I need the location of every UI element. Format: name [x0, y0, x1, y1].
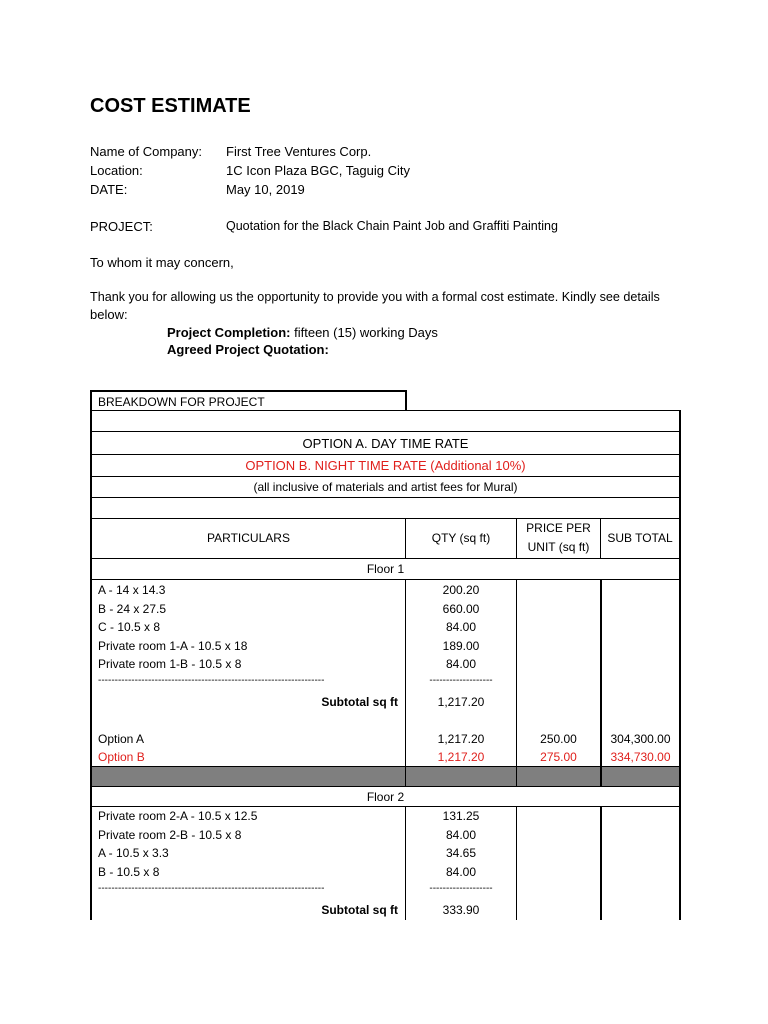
col-particulars: PARTICULARS — [207, 531, 290, 545]
floor1-subtotal-label: Subtotal sq ft — [321, 695, 398, 709]
floor2-dashes-qty: ------------------- — [429, 883, 493, 894]
floor2-item-qty: 34.65 — [445, 846, 477, 860]
floor2-subtotal-qty: 333.90 — [442, 903, 480, 917]
date-label: DATE: — [90, 182, 128, 197]
project-completion: Project Completion: fifteen (15) working Days — [167, 325, 438, 340]
floor1-item-qty: 84.00 — [445, 620, 477, 634]
floor1-option-b-total: 334,730.00 — [610, 750, 671, 764]
location-value: 1C Icon Plaza BGC, Taguig City — [226, 163, 411, 178]
floor2-item-qty: 84.00 — [445, 828, 477, 842]
floor1-option-a-label: Option A — [98, 732, 145, 746]
floor1-item-qty: 189.00 — [442, 639, 480, 653]
floor1-item-name: A - 14 x 14.3 — [98, 583, 166, 597]
floor1-option-a-qty: 1,217.20 — [437, 732, 485, 746]
letter-body-line2: below: — [90, 307, 128, 322]
floor1-subtotal-qty: 1,217.20 — [437, 695, 485, 709]
floor1-item-name: Private room 1-A - 10.5 x 18 — [98, 639, 248, 653]
salutation: To whom it may concern, — [90, 255, 234, 270]
floor-separator-bar — [92, 767, 679, 786]
floor1-option-a-total: 304,300.00 — [610, 732, 671, 746]
location-label: Location: — [90, 163, 143, 178]
floor2-item-name: Private room 2-B - 10.5 x 8 — [98, 828, 242, 842]
letter-body-line1: Thank you for allowing us the opportunity to provide you with a formal cost estimate. Kindly see details — [90, 290, 660, 304]
floor1-label: Floor 1 — [366, 562, 405, 576]
floor1-item-qty: 200.20 — [442, 583, 480, 597]
agreed-quotation: Agreed Project Quotation: — [167, 342, 329, 357]
col-subtotal: SUB TOTAL — [607, 531, 673, 545]
floor2-item-name: B - 10.5 x 8 — [98, 865, 160, 879]
floor2-dashes-left: -------------------------------------------------------------------- — [98, 883, 325, 894]
floor1-item-qty: 84.00 — [445, 657, 477, 671]
floor1-item-qty: 660.00 — [442, 602, 480, 616]
option-a-title: OPTION A. DAY TIME RATE — [302, 436, 469, 451]
floor2-item-name: A - 10.5 x 3.3 — [98, 846, 169, 860]
col-price-line2: UNIT (sq ft) — [527, 540, 590, 554]
floor2-item-name: Private room 2-A - 10.5 x 12.5 — [98, 809, 258, 823]
floor2-item-qty: 84.00 — [445, 865, 477, 879]
col-price-line1: PRICE PER — [526, 521, 591, 535]
floor2-label: Floor 2 — [366, 790, 405, 804]
floor1-item-name: C - 10.5 x 8 — [98, 620, 161, 634]
page-title: COST ESTIMATE — [90, 95, 251, 117]
option-b-title: OPTION B. NIGHT TIME RATE (Additional 10%) — [245, 458, 526, 473]
company-label: Name of Company: — [90, 144, 202, 159]
project-label: PROJECT: — [90, 219, 153, 234]
project-value: Quotation for the Black Chain Paint Job and Graffiti Painting — [226, 219, 558, 233]
floor2-subtotal-label: Subtotal sq ft — [321, 903, 398, 917]
floor2-item-qty: 131.25 — [442, 809, 480, 823]
date-value: May 10, 2019 — [226, 182, 305, 197]
company-value: First Tree Ventures Corp. — [226, 144, 372, 159]
floor1-option-b-label: Option B — [98, 750, 145, 764]
floor1-dashes-left: -------------------------------------------------------------------- — [98, 675, 325, 686]
breakdown-title: BREAKDOWN FOR PROJECT — [98, 395, 265, 409]
floor1-option-a-price: 250.00 — [540, 732, 577, 746]
floor1-item-name: Private room 1-B - 10.5 x 8 — [98, 657, 242, 671]
floor1-item-name: B - 24 x 27.5 — [98, 602, 167, 616]
floor1-dashes-qty: ------------------- — [429, 675, 493, 686]
floor1-option-b-qty: 1,217.20 — [437, 750, 485, 764]
col-qty: QTY (sq ft) — [431, 531, 491, 545]
inclusive-note: (all inclusive of materials and artist fees for Mural) — [253, 480, 518, 494]
floor1-option-b-price: 275.00 — [540, 750, 577, 764]
